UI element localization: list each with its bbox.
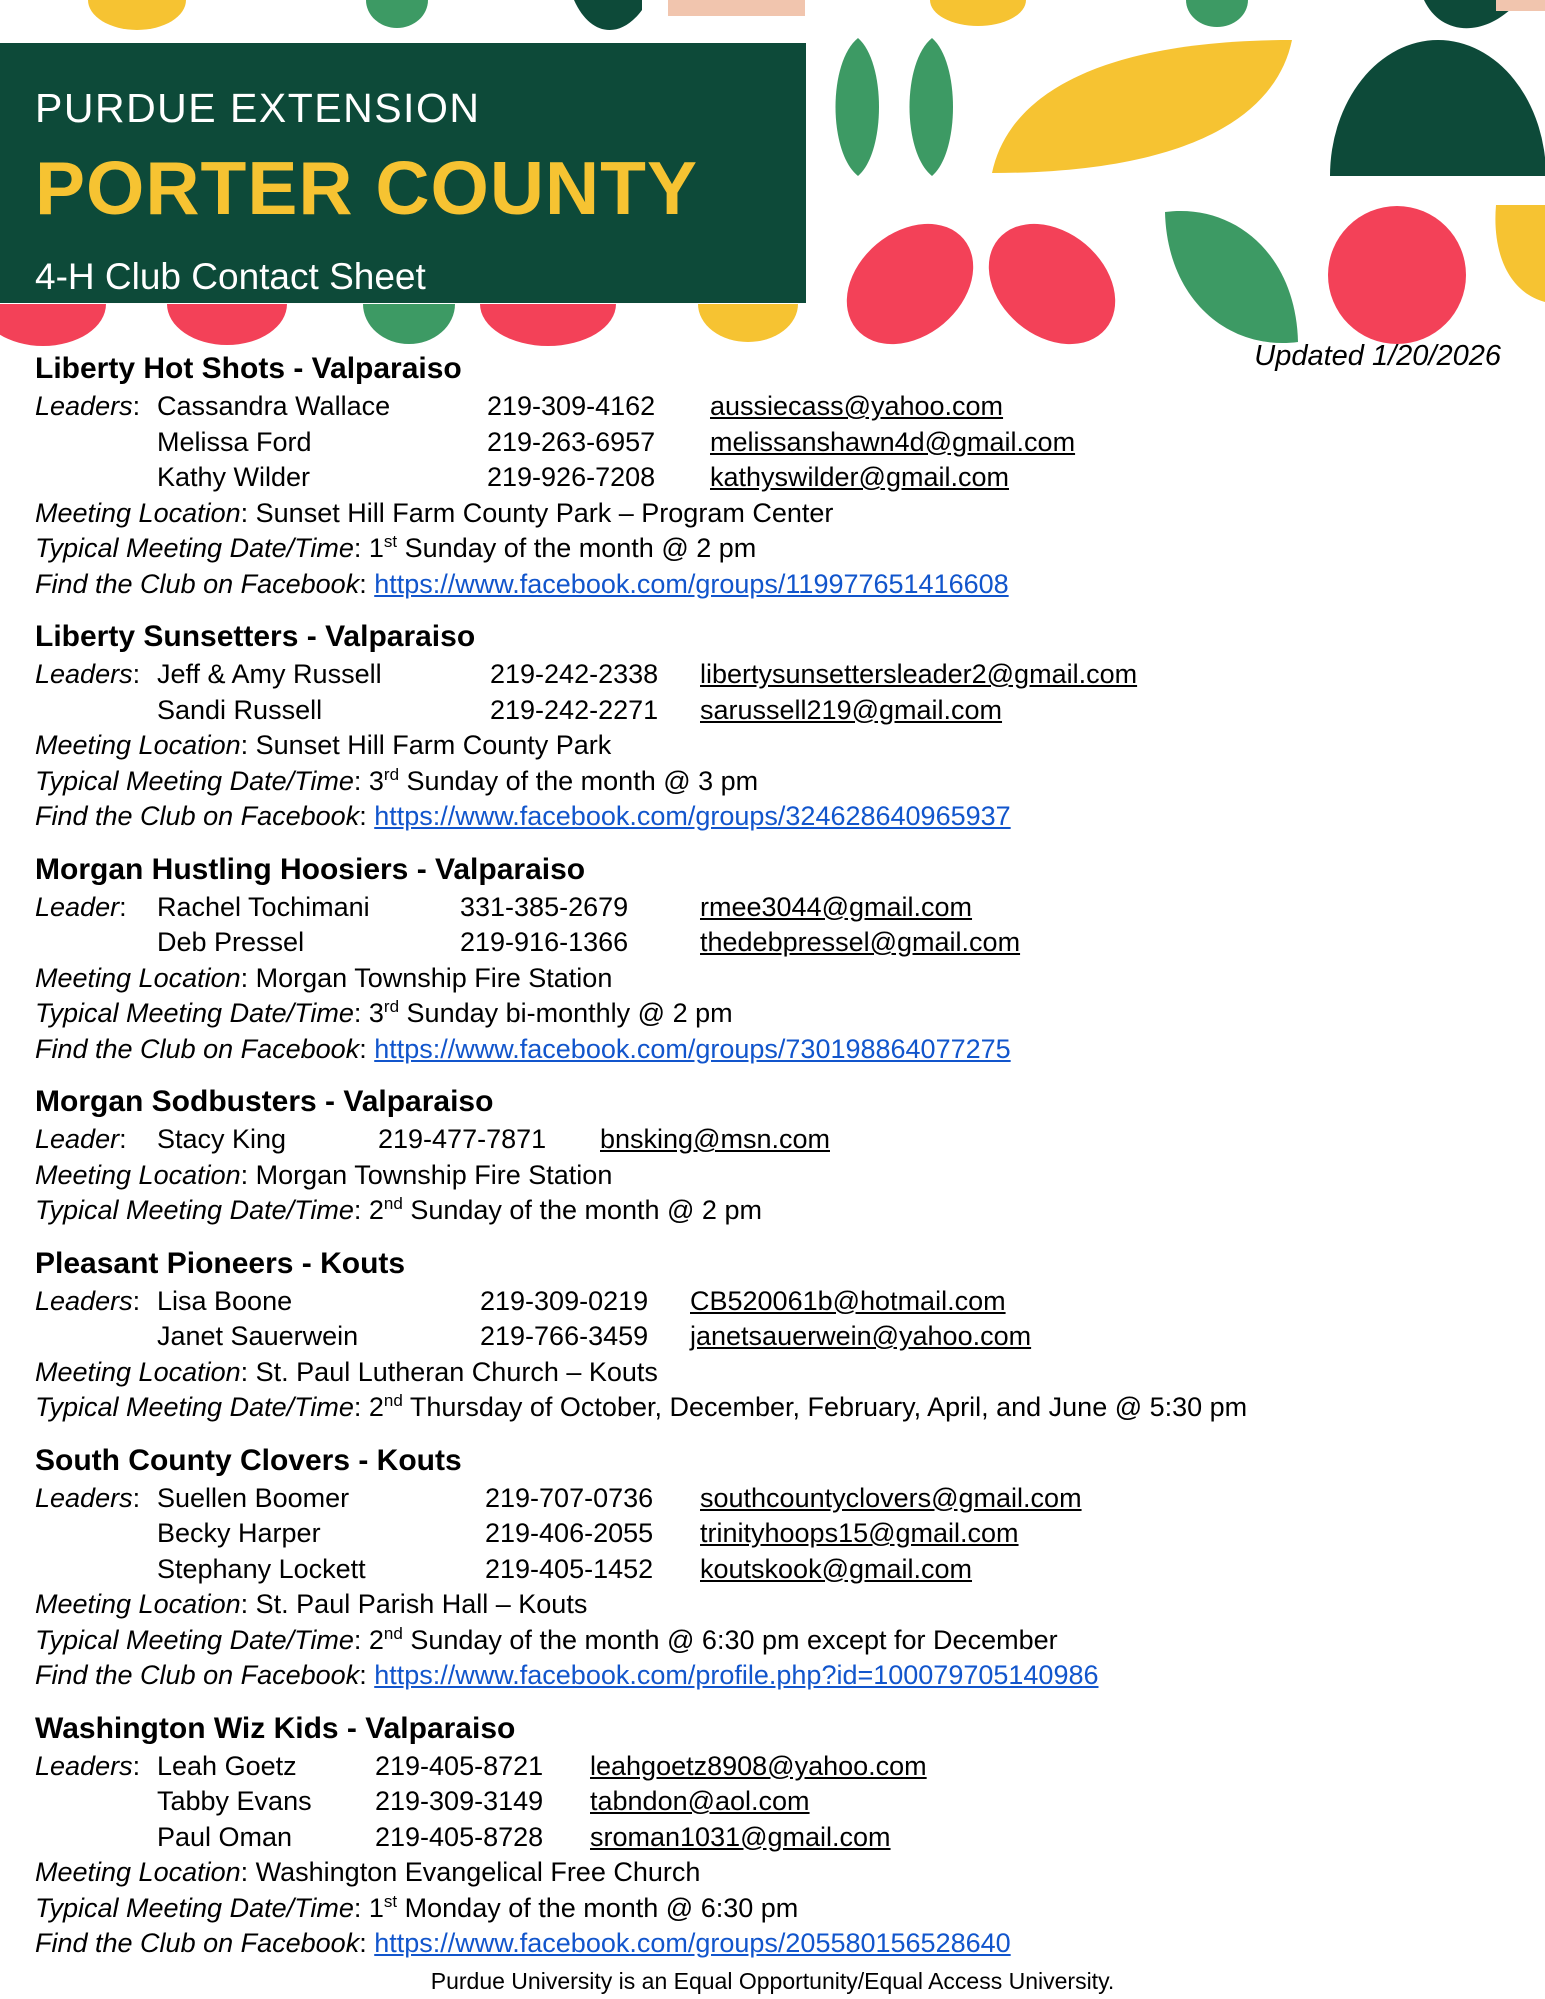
leader-row	[35, 1516, 1535, 1552]
leader-name: Paul Oman	[157, 1821, 293, 1852]
leader-phone: 219-766-3459	[480, 1321, 649, 1351]
leader-row	[35, 693, 1535, 729]
deco-green-half-circle	[1186, 0, 1248, 27]
meeting-location-value: Sunset Hill Farm County Park – Program Center	[255, 497, 834, 528]
meeting-datetime-line: Typical Meeting Date/Time: 2nd Thursday of October, December, February, April, and June @ 5:30 pm	[35, 1391, 1248, 1422]
deco-red-circle	[1328, 206, 1466, 344]
leader-email-link[interactable]: thedebpressel@gmail.com	[700, 927, 1021, 957]
deco-darkgreen-dome	[1330, 40, 1545, 176]
meeting-datetime-line: Typical Meeting Date/Time: 3rd Sunday bi-monthly @ 2 pm	[35, 997, 733, 1028]
club-section-washington-wiz-kids	[35, 1709, 1535, 1962]
leader-email-link[interactable]: southcountyclovers@gmail.com	[700, 1482, 1082, 1513]
leader-name: Stephany Lockett	[157, 1553, 366, 1584]
meeting-datetime-line: Typical Meeting Date/Time: 2nd Sunday of the month @ 2 pm	[35, 1194, 762, 1225]
leaders-label: Leaders:	[35, 1285, 141, 1316]
ordinal-suffix: st	[383, 1891, 398, 1911]
club-name: Washington Wiz Kids - Valparaiso	[35, 1711, 516, 1745]
footer-disclaimer: Purdue University is an Equal Opportunity/Equal Access University.	[430, 1968, 1115, 1994]
deco-gold-leaf	[992, 40, 1292, 173]
club-list	[35, 347, 1535, 1962]
ordinal-suffix: nd	[383, 1623, 403, 1643]
deco-green-diagonal-leaf	[1165, 211, 1298, 343]
leader-row	[35, 1481, 1535, 1517]
leader-name: Kathy Wilder	[157, 462, 311, 492]
leader-name: Stacy King	[157, 1124, 287, 1154]
page-title: PORTER COUNTY	[35, 146, 699, 230]
club-section-morgan-sodbusters	[35, 1082, 1535, 1229]
deco-red-tulip-petal	[965, 199, 1139, 350]
leader-row	[35, 925, 1535, 961]
leader-row	[35, 1122, 1535, 1158]
leader-email-link[interactable]: melissanshawn4d@gmail.com	[710, 426, 1076, 457]
deco-red-petal	[0, 304, 106, 346]
leaders-label-spacer	[35, 1784, 157, 1820]
leaders-label: Leaders:	[35, 1750, 141, 1781]
leader-name: Melissa Ford	[157, 426, 312, 457]
leader-name: Suellen Boomer	[157, 1482, 350, 1513]
deco-gold-petal	[698, 304, 798, 342]
leader-name: Cassandra Wallace	[157, 391, 391, 421]
leader-email-link[interactable]: rmee3044@gmail.com	[700, 891, 973, 922]
leader-phone: 219-242-2338	[490, 659, 659, 689]
leader-phone: 219-309-0219	[480, 1285, 649, 1316]
deco-gold-half-circle	[930, 0, 1026, 26]
leaders-label: Leader:	[35, 891, 127, 922]
leader-phone: 219-405-8721	[375, 1750, 544, 1781]
deco-green-leaf	[910, 38, 954, 176]
header-kicker: PURDUE EXTENSION	[35, 85, 481, 131]
facebook-link[interactable]: https://www.facebook.com/groups/205580156528640	[374, 1928, 1011, 1958]
leader-name: Rachel Tochimani	[157, 891, 370, 922]
leader-phone: 219-405-8728	[375, 1821, 544, 1852]
leader-name: Becky Harper	[157, 1518, 321, 1548]
leader-email-link[interactable]: leahgoetz8908@yahoo.com	[590, 1750, 927, 1781]
deco-salmon-rect	[668, 0, 805, 16]
leader-row	[35, 657, 1535, 693]
leaders-label-spacer	[35, 1516, 157, 1552]
deco-red-petal	[480, 304, 616, 346]
leader-name: Leah Goetz	[157, 1750, 297, 1781]
deco-green-leaf	[836, 38, 880, 176]
leader-phone: 331-385-2679	[460, 891, 629, 922]
club-section-pleasant-pioneers	[35, 1244, 1535, 1426]
ordinal-suffix: nd	[383, 1391, 403, 1410]
leader-name: Deb Pressel	[157, 927, 305, 957]
leader-phone: 219-406-2055	[485, 1518, 654, 1548]
leader-email-link[interactable]: tabndon@aol.com	[590, 1786, 810, 1816]
ordinal-suffix: rd	[383, 764, 400, 784]
leader-phone: 219-309-4162	[487, 391, 656, 421]
leaders-label-spacer	[35, 1820, 157, 1856]
meeting-location-value: Morgan Township Fire Station	[255, 1159, 613, 1190]
leader-phone: 219-263-6957	[487, 426, 656, 457]
deco-red-tulip-petal	[823, 199, 997, 350]
facebook-link[interactable]: https://www.facebook.com/groups/119977651416608	[374, 568, 1009, 599]
leader-row	[35, 425, 1535, 461]
leader-row	[35, 389, 1535, 425]
club-name: South County Clovers - Kouts	[35, 1443, 462, 1477]
meeting-datetime-value: 2	[368, 1392, 384, 1422]
leaders-label: Leader:	[35, 1124, 127, 1154]
club-section-morgan-hustling-hoosiers	[35, 850, 1535, 1068]
ordinal-suffix: rd	[383, 997, 400, 1016]
club-section-liberty-hot-shots	[35, 349, 1535, 602]
leader-phone: 219-926-7208	[487, 462, 656, 492]
deco-salmon-rect	[1496, 0, 1545, 11]
facebook-line: Find the Club on Facebook: https://www.facebook.com/groups/324628640965937	[35, 801, 1011, 831]
club-name: Liberty Hot Shots - Valparaiso	[35, 352, 462, 385]
leaders-label: Leaders:	[35, 659, 141, 689]
meeting-location-line: Meeting Location: Washington Evangelical Free Church	[35, 1857, 701, 1887]
deco-gold-half-circle	[88, 0, 186, 30]
updated-date: Updated 1/20/2026	[1254, 340, 1501, 372]
facebook-link[interactable]: https://www.facebook.com/groups/324628640965937	[374, 801, 1011, 831]
facebook-line: Find the Club on Facebook: https://www.facebook.com/groups/730198864077275	[35, 1033, 1011, 1064]
meeting-location-line: Meeting Location: St. Paul Lutheran Church – Kouts	[35, 1356, 658, 1387]
header-subtitle: 4-H Club Contact Sheet	[35, 256, 426, 297]
facebook-line: Find the Club on Facebook: https://www.facebook.com/groups/119977651416608	[35, 568, 1009, 599]
leader-email-link[interactable]: janetsauerwein@yahoo.com	[690, 1321, 1032, 1351]
meeting-datetime-line: Typical Meeting Date/Time: 1st Monday of the month @ 6:30 pm	[35, 1891, 799, 1923]
meeting-location-value: Washington Evangelical Free Church	[255, 1857, 701, 1887]
leader-name: Janet Sauerwein	[157, 1321, 359, 1351]
leaders-label-spacer	[35, 1319, 157, 1355]
club-section-south-county-clovers	[35, 1441, 1535, 1694]
deco-green-half-circle	[366, 0, 428, 28]
meeting-datetime-line: Typical Meeting Date/Time: 2nd Sunday of the month @ 6:30 pm except for December	[35, 1623, 1058, 1655]
leader-email-link[interactable]: bnsking@msn.com	[600, 1124, 830, 1154]
deco-red-petal	[167, 304, 287, 345]
leader-email-link[interactable]: libertysunsettersleader2@gmail.com	[700, 659, 1138, 689]
leader-row	[35, 1749, 1535, 1785]
leader-row	[35, 890, 1535, 926]
leaders-label-spacer	[35, 1552, 157, 1588]
leader-row	[35, 1284, 1535, 1320]
meeting-datetime-value: 2	[368, 1624, 384, 1655]
club-name: Morgan Sodbusters - Valparaiso	[35, 1085, 494, 1118]
leader-row	[35, 1319, 1535, 1355]
leader-phone: 219-477-7871	[378, 1124, 547, 1154]
leader-row	[35, 1552, 1535, 1588]
leader-email-link[interactable]: trinityhoops15@gmail.com	[700, 1518, 1019, 1548]
meeting-datetime-line: Typical Meeting Date/Time: 1st Sunday of the month @ 2 pm	[35, 532, 757, 563]
meeting-location-value: St. Paul Lutheran Church – Kouts	[255, 1356, 658, 1387]
leaders-label-spacer	[35, 925, 157, 961]
deco-darkgreen-wedge	[574, 0, 642, 30]
leader-name: Jeff & Amy Russell	[157, 659, 382, 689]
deco-gold-corner	[1495, 205, 1545, 302]
meeting-location-value: Morgan Township Fire Station	[255, 962, 613, 993]
leader-email-link[interactable]: CB520061b@hotmail.com	[690, 1285, 1006, 1316]
leader-email-link[interactable]: kathyswilder@gmail.com	[710, 462, 1009, 492]
club-name: Pleasant Pioneers - Kouts	[35, 1246, 406, 1280]
leaders-label: Leaders:	[35, 1482, 141, 1513]
ordinal-suffix: st	[383, 532, 398, 551]
club-section-liberty-sunsetters	[35, 617, 1535, 835]
leader-name: Lisa Boone	[157, 1285, 293, 1316]
club-name: Morgan Hustling Hoosiers - Valparaiso	[35, 852, 586, 886]
leader-name: Sandi Russell	[157, 694, 323, 725]
meeting-location-line: Meeting Location: St. Paul Parish Hall – Kouts	[35, 1589, 588, 1619]
leaders-label-spacer	[35, 425, 157, 461]
leader-phone: 219-309-3149	[375, 1786, 544, 1816]
meeting-datetime-value: 2	[368, 1195, 384, 1225]
leaders-label: Leaders:	[35, 391, 141, 421]
deco-green-petal	[363, 304, 455, 344]
facebook-link[interactable]: https://www.facebook.com/profile.php?id=100079705140986	[374, 1660, 1099, 1690]
meeting-location-line: Meeting Location: Morgan Township Fire Station	[35, 1159, 613, 1190]
leader-phone: 219-405-1452	[485, 1553, 654, 1584]
header-banner	[0, 43, 806, 303]
leader-email-link[interactable]: aussiecass@yahoo.com	[710, 391, 1004, 421]
club-name: Liberty Sunsetters - Valparaiso	[35, 620, 476, 653]
leader-email-link[interactable]: sarussell219@gmail.com	[700, 694, 1003, 725]
facebook-line: Find the Club on Facebook: https://www.facebook.com/groups/205580156528640	[35, 1928, 1011, 1958]
leader-row	[35, 460, 1535, 496]
leader-email-link[interactable]: sroman1031@gmail.com	[590, 1821, 891, 1852]
meeting-location-line: Meeting Location: Sunset Hill Farm County Park	[35, 730, 612, 760]
leader-name: Tabby Evans	[157, 1786, 312, 1816]
meeting-datetime-value: 3	[368, 765, 384, 796]
meeting-location-line: Meeting Location: Morgan Township Fire Station	[35, 962, 613, 993]
meeting-datetime-value: 1	[368, 1892, 384, 1923]
leader-phone: 219-242-2271	[490, 694, 659, 725]
leaders-label-spacer	[35, 693, 157, 729]
meeting-datetime-line: Typical Meeting Date/Time: 3rd Sunday of the month @ 3 pm	[35, 764, 759, 796]
leaders-label-spacer	[35, 460, 157, 496]
facebook-link[interactable]: https://www.facebook.com/groups/730198864077275	[374, 1033, 1011, 1064]
facebook-line: Find the Club on Facebook: https://www.facebook.com/profile.php?id=100079705140986	[35, 1660, 1099, 1690]
leader-email-link[interactable]: koutskook@gmail.com	[700, 1553, 973, 1584]
leader-phone: 219-916-1366	[460, 927, 629, 957]
meeting-location-value: St. Paul Parish Hall – Kouts	[255, 1589, 588, 1619]
meeting-location-value: Sunset Hill Farm County Park	[255, 730, 612, 760]
leader-row	[35, 1820, 1535, 1856]
ordinal-suffix: nd	[383, 1194, 403, 1213]
meeting-datetime-value: 3	[368, 998, 384, 1028]
leader-phone: 219-707-0736	[485, 1482, 654, 1513]
leader-row	[35, 1784, 1535, 1820]
meeting-datetime-value: 1	[368, 533, 384, 563]
meeting-location-line: Meeting Location: Sunset Hill Farm County Park – Program Center	[35, 497, 834, 528]
